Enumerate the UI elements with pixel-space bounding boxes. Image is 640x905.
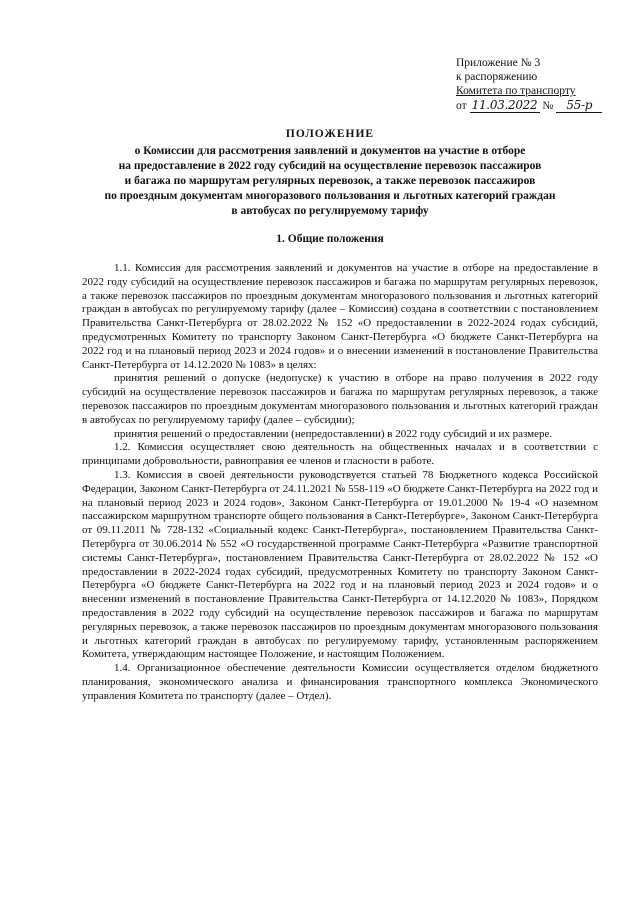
handwritten-number: 55-р [556, 98, 602, 113]
title-heading: ПОЛОЖЕНИЕ [285, 128, 375, 140]
title-line-1: о Комиссии для рассмотрения заявлений и документов на участие в отборе [134, 145, 526, 157]
paragraph-1-1: 1.1. Комиссия для рассмотрения заявлений и документов на участие в отборе на предоставление в 2022 году субсидий на осуществление перевозок пассажиров и багажа по маршрутам регулярных перевозок, а также перевозок пассажиров по проездным документам многоразового пользования и льготных категорий граждан в автобусах по регулируемому тарифу (далее – Комиссия) создана в соответствии с постановлением Правительства Санкт-Петербурга от 28.02.2022 № 152 «О предоставлении в 2022-2024 годах субсидий, предусмотренных Комитету по транспорту Законом Санкт-Петербурга «О бюджете Санкт-Петербурга на 2022 год и на плановый период 2023 и 2024 годов» и о внесении изменений в постановление Правительства Санкт-Петербурга от 14.12.2020 № 1083» в целях: [82, 262, 598, 371]
date-prefix: от [456, 100, 467, 112]
title-line-2: на предоставление в 2022 году субсидий на осуществление перевозок пассажиров [118, 160, 542, 172]
handwritten-date: 11.03.2022 [470, 98, 540, 113]
appendix-line-2: к распоряжению [456, 71, 538, 83]
document-title [60, 127, 600, 219]
paragraph-1-1-b: принятия решений о предоставлении (непредоставлении) в 2022 году субсидий и их размере. [114, 427, 553, 440]
paragraph-1-3: 1.3. Комиссия в своей деятельности руководствуется статьей 78 Бюджетного кодекса Российской Федерации, Законом Санкт-Петербурга от 24.11.2021 № 558-119 «О бюджете Санкт-Петербурга на 2022 год и на плановый период 2023 и 2024 годов», Законом Санкт-Петербурга от 19.01.2000 № 19-4 «О наземном пассажирском маршрутном транспорте общего пользования в Санкт-Петербурге», Законом Санкт-Петербурга от 09.11.2011 № 728-132 «Социальный кодекс Санкт-Петербурга», постановлением Правительства Санкт-Петербурга от 30.06.2014 № 552 «О государственной программе Санкт-Петербурга «Развитие транспортной системы Санкт-Петербурга», постановлением Правительства Санкт-Петербурга от 28.02.2022 № 152 «О предоставлении в 2022-2024 годах субсидий, предусмотренных Комитету по транспорту Законом Санкт-Петербурга «О бюджете Санкт-Петербурга на 2022 год и на плановый период 2023 и 2024 годов» и о внесении изменений в постановление Правительства Санкт-Петербурга от 14.12.2020 № 1083», Порядком предоставления в 2022 году субсидий на осуществление перевозок пассажиров и багажа по маршрутам регулярных перевозок, а также перевозок пассажиров по проездным документам многоразового пользования и льготных категорий граждан в автобусах по регулируемому тарифу, установленным распоряжением Комитета, утверждающим настоящее Положение, и настоящим Положением. [82, 468, 598, 661]
title-line-5: в автобусах по регулируемому тарифу [231, 205, 429, 217]
paragraph-1-4: 1.4. Организационное обеспечение деятельности Комиссии осуществляется отделом бюджетного планирования, экономического анализа и финансирования транспортного комплекса Экономического управления Комитета по транспорту (далее – Отдел). [82, 662, 598, 702]
document-body [82, 262, 598, 704]
section-heading: 1. Общие положения [276, 233, 384, 245]
title-line-4: по проездным документам многоразового пользования и льготных категорий граждан [104, 190, 556, 202]
appendix-line-1: Приложение № 3 [456, 57, 541, 69]
number-prefix: № [542, 100, 554, 112]
appendix-line-3: Комитета по транспорту [456, 85, 576, 97]
paragraph-1-1-a: принятия решений о допуске (недопуске) к участию в отборе на право получения в 2022 году субсидий на осуществление перевозок пассажиров и багажа по маршрутам регулярных перевозок, а также перевозок пассажиров по проездным документам многоразового пользования и льготных категорий граждан в автобусах по регулируемому тарифу (далее – субсидии); [82, 372, 598, 426]
appendix-header [456, 56, 606, 113]
title-line-3: и багажа по маршрутам регулярных перевозок, а также перевозок пассажиров [124, 175, 536, 187]
paragraph-1-2: 1.2. Комиссия осуществляет свою деятельность на общественных началах и в соответствии с принципами добровольности, равноправия ее членов и гласности в работе. [82, 441, 598, 468]
appendix-date-line [456, 98, 606, 113]
